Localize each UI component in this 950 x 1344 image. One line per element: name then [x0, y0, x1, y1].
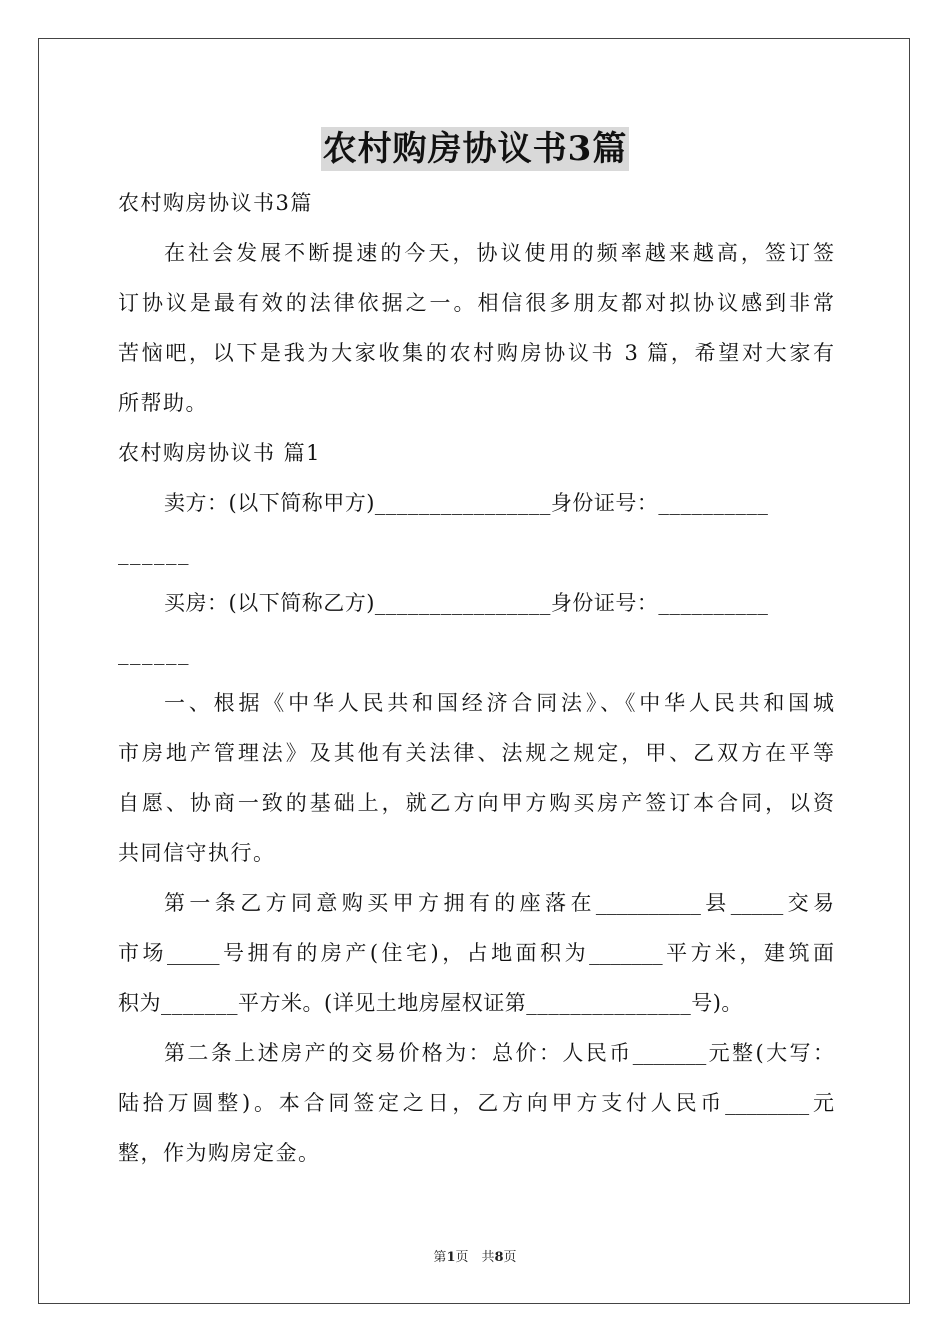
page-suffix: 页 — [503, 1250, 517, 1265]
intro-line: 订协议是最有效的法律依据之一。相信很多朋友都对拟协议感到非常 — [118, 291, 834, 315]
article-two-line: 第二条上述房产的交易价格为：总价：人民币_______元整(大写： — [164, 1041, 834, 1065]
buyer-line-continued: ______ — [118, 641, 190, 665]
article-one-line: 积为_______平方米。(详见土地房屋权证第_______________号)。 — [118, 991, 743, 1015]
page-prefix: 第 — [433, 1250, 447, 1265]
document-title: 农村购房协议书3篇 — [322, 129, 628, 169]
article-two-line: 陆拾万圆整)。本合同签定之日，乙方向甲方支付人民币________元 — [118, 1091, 834, 1115]
article-one-line: 市场_____号拥有的房产(住宅)，占地面积为_______平方米，建筑面 — [118, 941, 834, 965]
article-two-line: 整，作为购房定金。 — [118, 1141, 321, 1165]
intro-line: 在社会发展不断提速的今天，协议使用的频率越来越高，签订签 — [164, 241, 834, 265]
article-one-line: 第一条乙方同意购买甲方拥有的座落在__________县_____交易 — [164, 891, 834, 915]
title-container — [0, 127, 950, 171]
page-mid: 页 共 — [455, 1250, 495, 1265]
buyer-line: 买房：(以下简称乙方)________________身份证号：__________ — [164, 591, 769, 615]
section-heading: 农村购房协议书 篇1 — [118, 441, 322, 465]
intro-line: 苦恼吧，以下是我为大家收集的农村购房协议书 3 篇，希望对大家有 — [118, 341, 834, 365]
document-body — [118, 178, 834, 1178]
page-total: 8 — [494, 1250, 504, 1265]
clause-one-line: 一、根据《中华人民共和国经济合同法》、《中华人民共和国城 — [164, 691, 834, 715]
seller-line: 卖方：(以下简称甲方)________________身份证号：__________ — [164, 491, 769, 515]
page-footer — [0, 1246, 950, 1265]
seller-line-continued: ______ — [118, 541, 190, 565]
page-number: 1 — [446, 1250, 456, 1265]
clause-one-line: 自愿、协商一致的基础上，就乙方向甲方购买房产签订本合同，以资 — [118, 791, 834, 815]
clause-one-line: 市房地产管理法》及其他有关法律、法规之规定，甲、乙双方在平等 — [118, 741, 834, 765]
clause-one-line: 共同信守执行。 — [118, 841, 276, 865]
subtitle: 农村购房协议书3篇 — [118, 191, 313, 215]
intro-line: 所帮助。 — [118, 391, 208, 415]
